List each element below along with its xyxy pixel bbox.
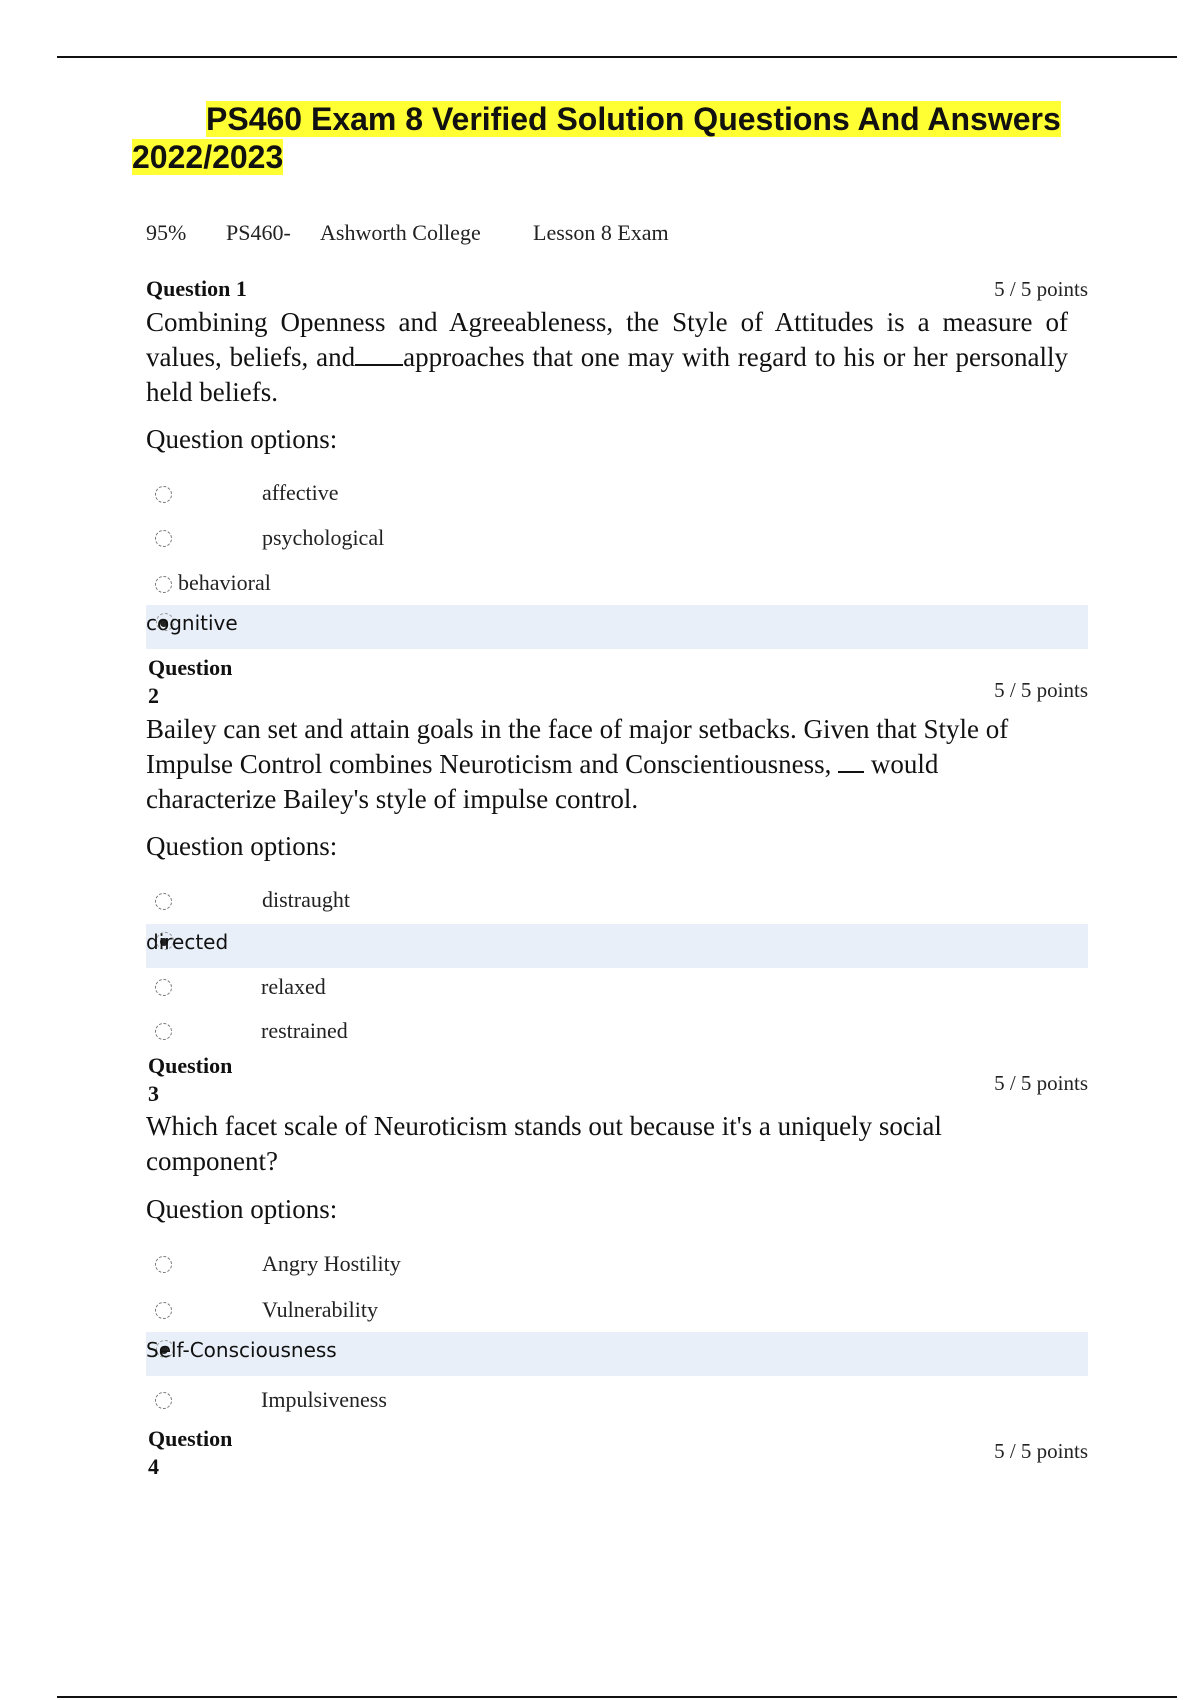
option-psychological: psychological [262, 525, 385, 550]
option-restrained: restrained [261, 1018, 348, 1043]
question-2-points: 5 / 5 points [994, 678, 1088, 702]
question-3-label-word: Question [148, 1053, 233, 1078]
question-1-text-after: approaches that one may with regard to his or her personally held beliefs. [146, 342, 1068, 407]
radio-button[interactable] [155, 1256, 172, 1273]
radio-button[interactable] [155, 893, 172, 910]
option-relaxed: relaxed [261, 974, 326, 999]
correct-answer-row[interactable] [146, 1332, 1088, 1376]
option-impulsiveness: Impulsiveness [261, 1387, 387, 1412]
top-rule [57, 56, 1177, 58]
question-4-label-number: 4 [148, 1454, 159, 1479]
question-1-label: Question 1 [146, 276, 247, 301]
option-distraught: distraught [262, 887, 350, 912]
radio-button[interactable] [155, 1392, 172, 1409]
radio-button[interactable] [155, 486, 172, 503]
option-cognitive: cognitive [146, 611, 238, 635]
question-4-label-word: Question [148, 1426, 233, 1451]
question-3-label-number: 3 [148, 1081, 159, 1106]
question-2-options-label: Question options: [146, 831, 338, 861]
radio-button[interactable] [155, 530, 172, 547]
course-code: PS460- [226, 220, 291, 245]
title-line-1: PS460 Exam 8 Verified Solution Questions And Answers [206, 101, 1061, 137]
question-1-blank [355, 342, 403, 366]
question-3-points: 5 / 5 points [994, 1071, 1088, 1095]
school-name: Ashworth College [320, 220, 481, 245]
question-1-points: 5 / 5 points [994, 277, 1088, 301]
option-self-consciousness: Self-Consciousness [146, 1338, 337, 1362]
radio-button[interactable] [155, 1023, 172, 1040]
score: 95% [146, 220, 187, 245]
question-1-text [146, 305, 1068, 410]
question-1-text-before: Combining Openness and Agreeableness, the Style of Attitudes is a measure of values, beliefs, and [146, 307, 1068, 372]
document-title [132, 100, 1132, 176]
question-3-options-label: Question options: [146, 1194, 338, 1224]
question-3-text: Which facet scale of Neuroticism stands out because it's a uniquely social component? [146, 1111, 942, 1176]
question-1-options-label: Question options: [146, 424, 338, 454]
radio-button[interactable] [155, 979, 172, 996]
question-4-points: 5 / 5 points [994, 1439, 1088, 1463]
radio-button[interactable] [155, 576, 172, 593]
option-directed: directed [146, 930, 229, 954]
question-2-label-word: Question [148, 655, 233, 680]
question-2-text-before: Bailey can set and attain goals in the face of major setbacks. Given that Style of Impulse Control combines Neuroticism and Conscientiousness, [146, 714, 1009, 779]
question-2-blank [838, 749, 864, 773]
option-affective: affective [262, 480, 339, 505]
option-vulnerability: Vulnerability [262, 1297, 378, 1322]
correct-answer-row[interactable] [146, 605, 1088, 649]
question-2-text [146, 712, 1068, 817]
question-2-text-after: would characterize Bailey's style of impulse control. [146, 749, 939, 814]
option-angry-hostility: Angry Hostility [262, 1251, 401, 1276]
option-behavioral: behavioral [178, 570, 271, 595]
radio-button[interactable] [155, 1302, 172, 1319]
title-line-2: 2022/2023 [132, 139, 284, 175]
bottom-rule [57, 1696, 1177, 1698]
question-2-label-number: 2 [148, 683, 159, 708]
correct-answer-row[interactable] [146, 924, 1088, 968]
exam-name: Lesson 8 Exam [533, 220, 669, 245]
